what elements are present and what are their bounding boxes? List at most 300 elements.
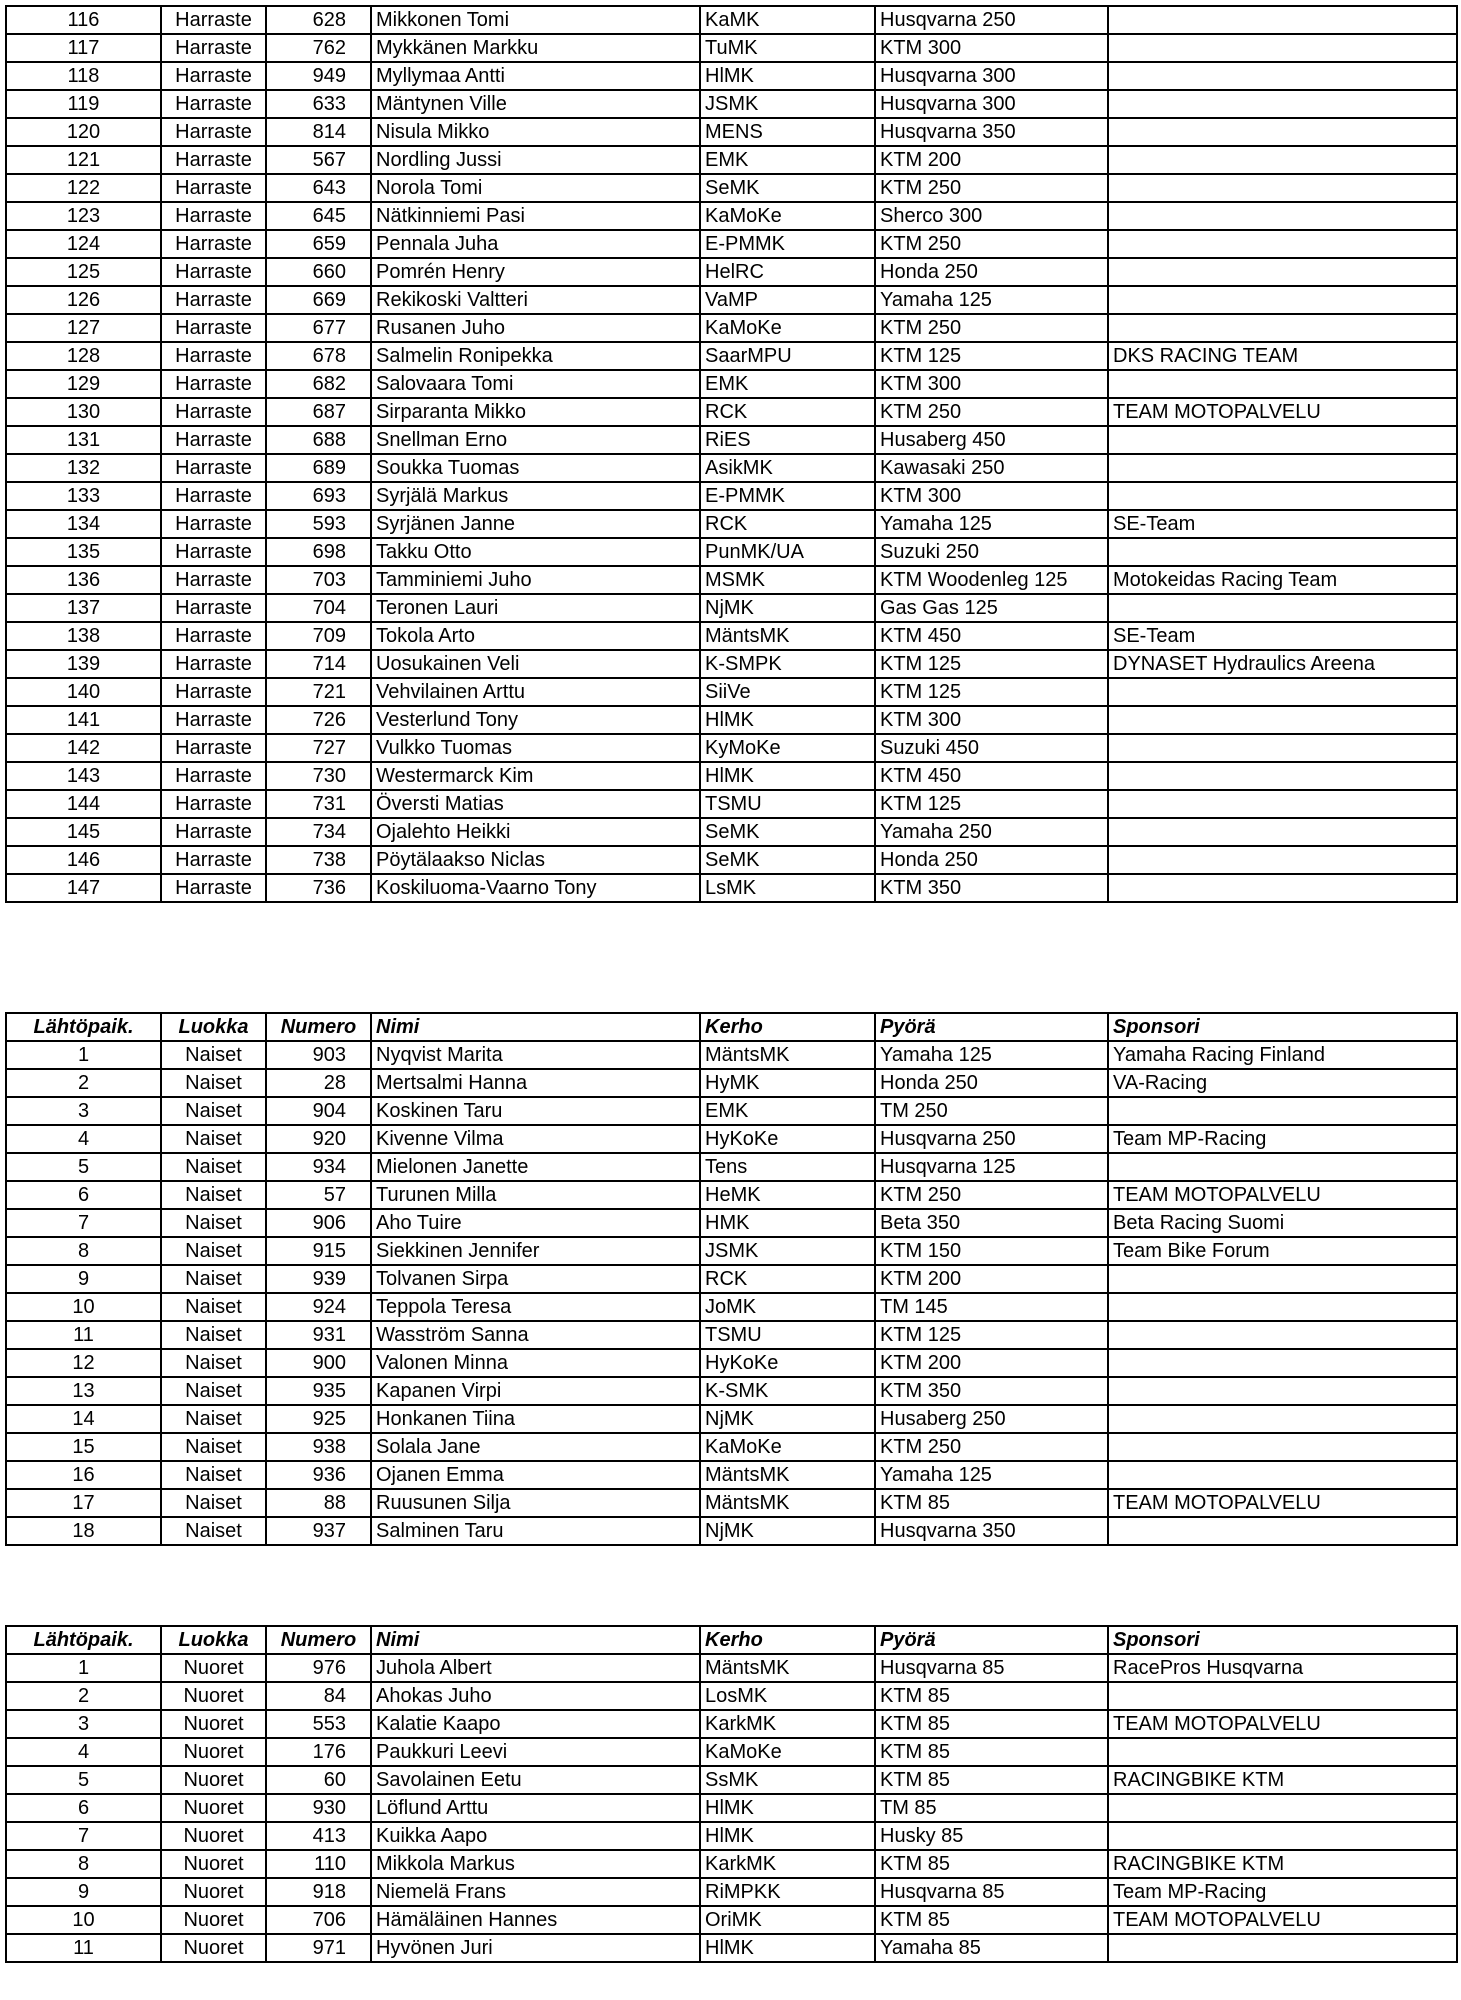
start-position-cell: 16 [6, 1461, 161, 1489]
sponsor-cell [1108, 538, 1457, 566]
club-cell: HMK [700, 1209, 875, 1237]
sponsor-cell [1108, 90, 1457, 118]
bike-cell: Husqvarna 85 [875, 1654, 1108, 1682]
table-row [6, 1517, 1457, 1545]
sponsor-cell: RacePros Husqvarna [1108, 1654, 1457, 1682]
sponsor-cell [1108, 1934, 1457, 1962]
club-cell: HlMK [700, 706, 875, 734]
class-cell: Naiset [161, 1321, 266, 1349]
class-cell: Nuoret [161, 1710, 266, 1738]
sponsor-cell [1108, 706, 1457, 734]
start-position-cell: 140 [6, 678, 161, 706]
club-cell: HyKoKe [700, 1125, 875, 1153]
bike-cell: KTM 200 [875, 146, 1108, 174]
sponsor-cell: TEAM MOTOPALVELU [1108, 1489, 1457, 1517]
name-cell: Syrjänen Janne [371, 510, 700, 538]
bike-cell: KTM 125 [875, 650, 1108, 678]
class-cell: Harraste [161, 34, 266, 62]
sponsor-cell [1108, 1738, 1457, 1766]
bike-cell: KTM 200 [875, 1349, 1108, 1377]
start-position-cell: 3 [6, 1710, 161, 1738]
class-cell: Nuoret [161, 1766, 266, 1794]
class-cell: Naiset [161, 1209, 266, 1237]
header-sponsor: Sponsori [1108, 1013, 1457, 1041]
start-position-cell: 10 [6, 1906, 161, 1934]
table-row [6, 482, 1457, 510]
club-cell: MSMK [700, 566, 875, 594]
header-sponsor: Sponsori [1108, 1626, 1457, 1654]
start-position-cell: 122 [6, 174, 161, 202]
name-cell: Löflund Arttu [371, 1794, 700, 1822]
club-cell: K-SMPK [700, 650, 875, 678]
number-cell: 84 [266, 1682, 371, 1710]
bike-cell: Husaberg 450 [875, 426, 1108, 454]
class-cell: Harraste [161, 258, 266, 286]
number-cell: 730 [266, 762, 371, 790]
name-cell: Teppola Teresa [371, 1293, 700, 1321]
name-cell: Koskinen Taru [371, 1097, 700, 1125]
club-cell: HyMK [700, 1069, 875, 1097]
club-cell: JoMK [700, 1293, 875, 1321]
name-cell: Mielonen Janette [371, 1153, 700, 1181]
bike-cell: Husqvarna 350 [875, 118, 1108, 146]
club-cell: HeMK [700, 1181, 875, 1209]
table-row [6, 370, 1457, 398]
class-cell: Nuoret [161, 1654, 266, 1682]
name-cell: Siekkinen Jennifer [371, 1237, 700, 1265]
bike-cell: TM 250 [875, 1097, 1108, 1125]
name-cell: Kapanen Virpi [371, 1377, 700, 1405]
number-cell: 935 [266, 1377, 371, 1405]
table-row [6, 706, 1457, 734]
start-position-cell: 5 [6, 1766, 161, 1794]
name-cell: Norola Tomi [371, 174, 700, 202]
name-cell: Nätkinniemi Pasi [371, 202, 700, 230]
club-cell: KarkMK [700, 1710, 875, 1738]
name-cell: Salmelin Ronipekka [371, 342, 700, 370]
bike-cell: KTM 300 [875, 34, 1108, 62]
name-cell: Mikkola Markus [371, 1850, 700, 1878]
table-row [6, 398, 1457, 426]
table-row [6, 678, 1457, 706]
name-cell: Niemelä Frans [371, 1878, 700, 1906]
club-cell: RiMPKK [700, 1878, 875, 1906]
name-cell: Wasström Sanna [371, 1321, 700, 1349]
table-row [6, 1125, 1457, 1153]
number-cell: 688 [266, 426, 371, 454]
header-club: Kerho [700, 1626, 875, 1654]
class-cell: Harraste [161, 174, 266, 202]
number-cell: 738 [266, 846, 371, 874]
sponsor-cell [1108, 594, 1457, 622]
class-cell: Harraste [161, 426, 266, 454]
header-start: Lähtöpaik. [6, 1013, 161, 1041]
table-row [6, 1794, 1457, 1822]
name-cell: Vehvilainen Arttu [371, 678, 700, 706]
sponsor-cell [1108, 1682, 1457, 1710]
bike-cell: Honda 250 [875, 846, 1108, 874]
sponsor-cell [1108, 6, 1457, 34]
class-cell: Naiset [161, 1265, 266, 1293]
name-cell: Vulkko Tuomas [371, 734, 700, 762]
nuoret-table [5, 1625, 1458, 1963]
class-cell: Naiset [161, 1069, 266, 1097]
table-row [6, 594, 1457, 622]
start-position-cell: 12 [6, 1349, 161, 1377]
name-cell: Ahokas Juho [371, 1682, 700, 1710]
start-position-cell: 11 [6, 1934, 161, 1962]
table-row [6, 622, 1457, 650]
start-position-cell: 3 [6, 1097, 161, 1125]
club-cell: SeMK [700, 846, 875, 874]
club-cell: HlMK [700, 762, 875, 790]
harraste-table-body [6, 6, 1457, 902]
class-cell: Naiset [161, 1181, 266, 1209]
start-position-cell: 141 [6, 706, 161, 734]
sponsor-cell [1108, 62, 1457, 90]
name-cell: Westermarck Kim [371, 762, 700, 790]
header-name: Nimi [371, 1013, 700, 1041]
start-position-cell: 8 [6, 1237, 161, 1265]
sponsor-cell [1108, 314, 1457, 342]
table-row [6, 1293, 1457, 1321]
number-cell: 709 [266, 622, 371, 650]
club-cell: JSMK [700, 90, 875, 118]
bike-cell: KTM 85 [875, 1489, 1108, 1517]
start-position-cell: 142 [6, 734, 161, 762]
club-cell: HlMK [700, 1934, 875, 1962]
club-cell: RCK [700, 1265, 875, 1293]
sponsor-cell: DKS RACING TEAM [1108, 342, 1457, 370]
sponsor-cell [1108, 258, 1457, 286]
club-cell: SeMK [700, 818, 875, 846]
class-cell: Naiset [161, 1517, 266, 1545]
nuoret-table-body [6, 1654, 1457, 1962]
start-position-cell: 136 [6, 566, 161, 594]
table-row [6, 1878, 1457, 1906]
start-position-cell: 18 [6, 1517, 161, 1545]
bike-cell: KTM 250 [875, 1433, 1108, 1461]
sponsor-cell: RACINGBIKE KTM [1108, 1850, 1457, 1878]
bike-cell: Suzuki 250 [875, 538, 1108, 566]
start-position-cell: 7 [6, 1822, 161, 1850]
number-cell: 176 [266, 1738, 371, 1766]
bike-cell: Beta 350 [875, 1209, 1108, 1237]
table-row [6, 146, 1457, 174]
start-position-cell: 1 [6, 1041, 161, 1069]
naiset-table [5, 1012, 1458, 1546]
class-cell: Harraste [161, 818, 266, 846]
bike-cell: Kawasaki 250 [875, 454, 1108, 482]
class-cell: Harraste [161, 482, 266, 510]
start-position-cell: 124 [6, 230, 161, 258]
bike-cell: Husqvarna 85 [875, 1878, 1108, 1906]
name-cell: Aho Tuire [371, 1209, 700, 1237]
table-row [6, 1822, 1457, 1850]
class-cell: Harraste [161, 202, 266, 230]
table-row [6, 1069, 1457, 1097]
start-position-cell: 2 [6, 1069, 161, 1097]
club-cell: TuMK [700, 34, 875, 62]
number-cell: 936 [266, 1461, 371, 1489]
table-row [6, 1349, 1457, 1377]
sponsor-cell [1108, 202, 1457, 230]
header-name: Nimi [371, 1626, 700, 1654]
name-cell: Nisula Mikko [371, 118, 700, 146]
class-cell: Harraste [161, 286, 266, 314]
header-bike: Pyörä [875, 1626, 1108, 1654]
start-position-cell: 9 [6, 1878, 161, 1906]
start-position-cell: 17 [6, 1489, 161, 1517]
sponsor-cell [1108, 678, 1457, 706]
class-cell: Naiset [161, 1349, 266, 1377]
start-position-cell: 125 [6, 258, 161, 286]
club-cell: TSMU [700, 1321, 875, 1349]
club-cell: KaMoKe [700, 202, 875, 230]
bike-cell: KTM 300 [875, 706, 1108, 734]
header-start: Lähtöpaik. [6, 1626, 161, 1654]
number-cell: 904 [266, 1097, 371, 1125]
number-cell: 949 [266, 62, 371, 90]
bike-cell: KTM 85 [875, 1766, 1108, 1794]
sponsor-cell [1108, 370, 1457, 398]
header-class: Luokka [161, 1013, 266, 1041]
number-cell: 906 [266, 1209, 371, 1237]
class-cell: Naiset [161, 1489, 266, 1517]
sponsor-cell [1108, 1377, 1457, 1405]
name-cell: Nordling Jussi [371, 146, 700, 174]
number-cell: 698 [266, 538, 371, 566]
bike-cell: TM 85 [875, 1794, 1108, 1822]
table-row [6, 1489, 1457, 1517]
table-row [6, 314, 1457, 342]
name-cell: Salminen Taru [371, 1517, 700, 1545]
club-cell: HlMK [700, 1822, 875, 1850]
start-position-cell: 135 [6, 538, 161, 566]
name-cell: Mikkonen Tomi [371, 6, 700, 34]
start-position-cell: 133 [6, 482, 161, 510]
table-row [6, 1405, 1457, 1433]
class-cell: Nuoret [161, 1738, 266, 1766]
sponsor-cell: Team MP-Racing [1108, 1878, 1457, 1906]
table-row [6, 846, 1457, 874]
table-row [6, 538, 1457, 566]
club-cell: NjMK [700, 594, 875, 622]
club-cell: RiES [700, 426, 875, 454]
class-cell: Harraste [161, 118, 266, 146]
table-row [6, 118, 1457, 146]
name-cell: Vesterlund Tony [371, 706, 700, 734]
class-cell: Nuoret [161, 1906, 266, 1934]
start-position-cell: 129 [6, 370, 161, 398]
name-cell: Kalatie Kaapo [371, 1710, 700, 1738]
class-cell: Naiset [161, 1377, 266, 1405]
number-cell: 714 [266, 650, 371, 678]
bike-cell: KTM 200 [875, 1265, 1108, 1293]
table-row [6, 230, 1457, 258]
number-cell: 689 [266, 454, 371, 482]
start-position-cell: 145 [6, 818, 161, 846]
number-cell: 938 [266, 1433, 371, 1461]
number-cell: 110 [266, 1850, 371, 1878]
number-cell: 971 [266, 1934, 371, 1962]
start-position-cell: 118 [6, 62, 161, 90]
number-cell: 628 [266, 6, 371, 34]
start-position-cell: 120 [6, 118, 161, 146]
number-cell: 930 [266, 1794, 371, 1822]
sponsor-cell [1108, 454, 1457, 482]
harraste-table [5, 5, 1458, 903]
name-cell: Mäntynen Ville [371, 90, 700, 118]
sponsor-cell: DYNASET Hydraulics Areena [1108, 650, 1457, 678]
start-position-cell: 127 [6, 314, 161, 342]
number-cell: 60 [266, 1766, 371, 1794]
class-cell: Harraste [161, 146, 266, 174]
club-cell: MäntsMK [700, 1461, 875, 1489]
club-cell: MäntsMK [700, 1489, 875, 1517]
sponsor-cell [1108, 1097, 1457, 1125]
sponsor-cell: Team MP-Racing [1108, 1125, 1457, 1153]
number-cell: 553 [266, 1710, 371, 1738]
bike-cell: Honda 250 [875, 1069, 1108, 1097]
number-cell: 920 [266, 1125, 371, 1153]
class-cell: Nuoret [161, 1850, 266, 1878]
name-cell: Juhola Albert [371, 1654, 700, 1682]
number-cell: 937 [266, 1517, 371, 1545]
class-cell: Harraste [161, 454, 266, 482]
start-position-cell: 130 [6, 398, 161, 426]
table-row [6, 1710, 1457, 1738]
number-cell: 734 [266, 818, 371, 846]
sponsor-cell: VA-Racing [1108, 1069, 1457, 1097]
start-position-cell: 14 [6, 1405, 161, 1433]
name-cell: Tamminiemi Juho [371, 566, 700, 594]
table-row [6, 1682, 1457, 1710]
sponsor-cell [1108, 230, 1457, 258]
class-cell: Harraste [161, 538, 266, 566]
table-row [6, 1654, 1457, 1682]
name-cell: Rusanen Juho [371, 314, 700, 342]
table-row [6, 762, 1457, 790]
club-cell: HlMK [700, 1794, 875, 1822]
number-cell: 918 [266, 1878, 371, 1906]
table-row [6, 6, 1457, 34]
club-cell: OriMK [700, 1906, 875, 1934]
number-cell: 925 [266, 1405, 371, 1433]
sponsor-cell [1108, 118, 1457, 146]
name-cell: Rekikoski Valtteri [371, 286, 700, 314]
class-cell: Naiset [161, 1153, 266, 1181]
club-cell: SeMK [700, 174, 875, 202]
bike-cell: Honda 250 [875, 258, 1108, 286]
club-cell: MäntsMK [700, 622, 875, 650]
class-cell: Harraste [161, 790, 266, 818]
name-cell: Ojanen Emma [371, 1461, 700, 1489]
club-cell: HlMK [700, 62, 875, 90]
start-position-cell: 126 [6, 286, 161, 314]
table-row [6, 258, 1457, 286]
start-position-cell: 9 [6, 1265, 161, 1293]
number-cell: 677 [266, 314, 371, 342]
table-row [6, 1181, 1457, 1209]
club-cell: E-PMMK [700, 230, 875, 258]
sponsor-cell [1108, 1321, 1457, 1349]
club-cell: KaMK [700, 6, 875, 34]
table-row [6, 650, 1457, 678]
club-cell: EMK [700, 146, 875, 174]
name-cell: Mertsalmi Hanna [371, 1069, 700, 1097]
class-cell: Naiset [161, 1293, 266, 1321]
class-cell: Harraste [161, 678, 266, 706]
start-position-cell: 134 [6, 510, 161, 538]
sponsor-cell [1108, 1405, 1457, 1433]
name-cell: Ojalehto Heikki [371, 818, 700, 846]
club-cell: KarkMK [700, 1850, 875, 1878]
header-bike: Pyörä [875, 1013, 1108, 1041]
sponsor-cell [1108, 1517, 1457, 1545]
club-cell: JSMK [700, 1237, 875, 1265]
club-cell: KaMoKe [700, 1433, 875, 1461]
club-cell: AsikMK [700, 454, 875, 482]
number-cell: 693 [266, 482, 371, 510]
sponsor-cell: SE-Team [1108, 510, 1457, 538]
table-row [6, 566, 1457, 594]
number-cell: 28 [266, 1069, 371, 1097]
name-cell: Teronen Lauri [371, 594, 700, 622]
start-position-cell: 139 [6, 650, 161, 678]
start-position-cell: 6 [6, 1181, 161, 1209]
club-cell: EMK [700, 1097, 875, 1125]
name-cell: Mykkänen Markku [371, 34, 700, 62]
sponsor-cell: Motokeidas Racing Team [1108, 566, 1457, 594]
table-row [6, 174, 1457, 202]
club-cell: NjMK [700, 1517, 875, 1545]
name-cell: Syrjälä Markus [371, 482, 700, 510]
number-cell: 678 [266, 342, 371, 370]
class-cell: Harraste [161, 846, 266, 874]
header-club: Kerho [700, 1013, 875, 1041]
name-cell: Solala Jane [371, 1433, 700, 1461]
number-cell: 643 [266, 174, 371, 202]
bike-cell: Sherco 300 [875, 202, 1108, 230]
bike-cell: Yamaha 125 [875, 1461, 1108, 1489]
name-cell: Uosukainen Veli [371, 650, 700, 678]
table-row [6, 342, 1457, 370]
club-cell: MäntsMK [700, 1041, 875, 1069]
bike-cell: KTM 150 [875, 1237, 1108, 1265]
table-row [6, 1321, 1457, 1349]
bike-cell: KTM 85 [875, 1850, 1108, 1878]
sponsor-cell: TEAM MOTOPALVELU [1108, 1710, 1457, 1738]
table-row [6, 1209, 1457, 1237]
name-cell: Sirparanta Mikko [371, 398, 700, 426]
start-position-cell: 128 [6, 342, 161, 370]
club-cell: SiiVe [700, 678, 875, 706]
club-cell: KyMoKe [700, 734, 875, 762]
club-cell: PunMK/UA [700, 538, 875, 566]
class-cell: Harraste [161, 90, 266, 118]
name-cell: Paukkuri Leevi [371, 1738, 700, 1766]
number-cell: 736 [266, 874, 371, 902]
start-position-cell: 146 [6, 846, 161, 874]
bike-cell: KTM 250 [875, 314, 1108, 342]
start-position-cell: 132 [6, 454, 161, 482]
start-position-cell: 6 [6, 1794, 161, 1822]
table-row [6, 1906, 1457, 1934]
bike-cell: KTM 125 [875, 678, 1108, 706]
bike-cell: Husqvarna 250 [875, 1125, 1108, 1153]
sponsor-cell [1108, 762, 1457, 790]
